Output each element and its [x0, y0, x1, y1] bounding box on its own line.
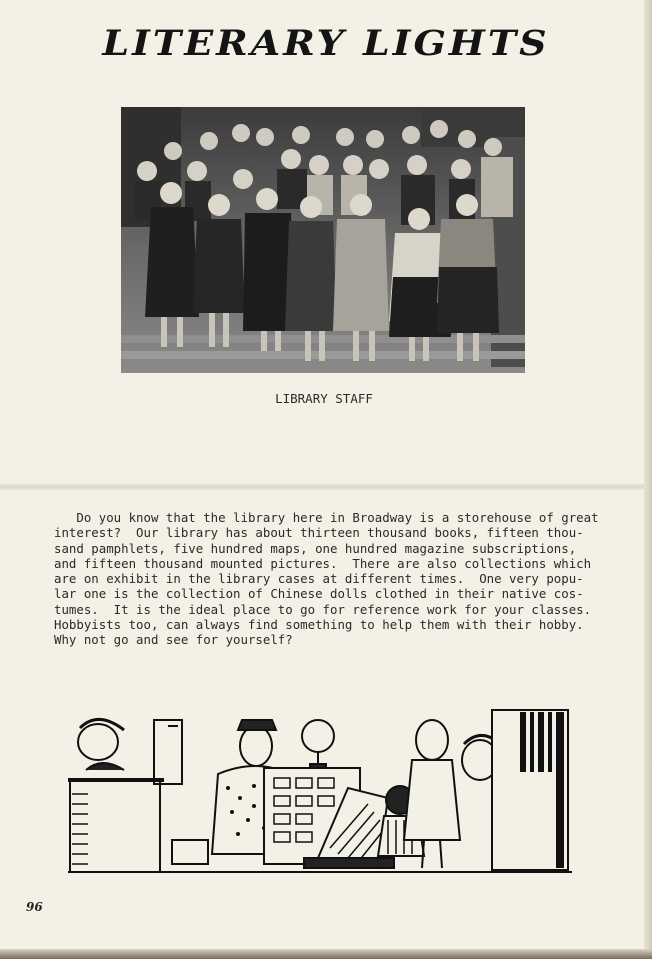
- page-number: 96: [26, 900, 43, 914]
- page-edge-bottom: [0, 949, 652, 959]
- article-line: Do you know that the library here in Broadway is a storehouse of great: [54, 510, 599, 525]
- article-body: [54, 510, 600, 648]
- article-line: Hobbyists too, can always find something to help them with their hobby.: [54, 617, 584, 633]
- page-title: LITERARY LIGHTS: [102, 21, 550, 64]
- article-line: are on exhibit in the library cases at different times. One very popu-: [54, 571, 584, 587]
- article-line: sand pamphlets, five hundred maps, one hundred magazine subscriptions,: [54, 540, 577, 556]
- library-cartoon-illustration: [68, 708, 572, 874]
- page-fold: [0, 484, 652, 490]
- article-line: lar one is the collection of Chinese dolls clothed in their native cos-: [54, 586, 584, 602]
- article-line: tumes. It is the ideal place to go for reference work for your classes.: [54, 601, 592, 617]
- library-staff-photo: [121, 107, 525, 373]
- article-line: Why not go and see for yourself?: [54, 632, 293, 648]
- page-edge-right: [644, 0, 652, 959]
- article-line: interest? Our library has about thirteen thousand books, fifteen thou-: [54, 525, 584, 541]
- photo-caption: LIBRARY STAFF: [275, 391, 373, 406]
- article-line: and fifteen thousand mounted pictures. There are also collections which: [54, 555, 592, 571]
